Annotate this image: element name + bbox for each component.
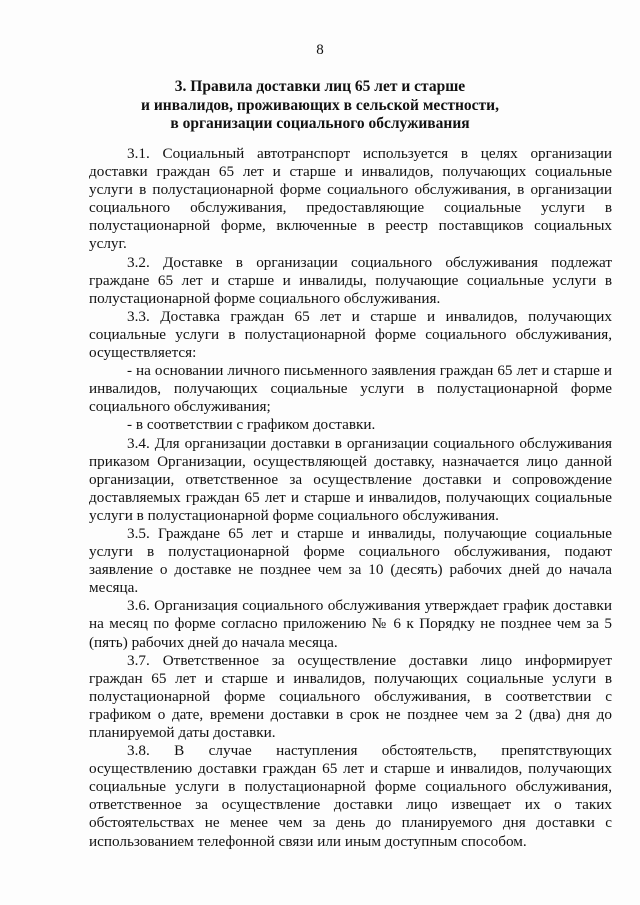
paragraph-3-7: 3.7. Ответственное за осуществление доставки лицо информирует граждан 65 лет и старше и инвалидов, получающих социальные услуги в полустационарной форме социального обслуживания, в соответствии с графиком о дате, времени доставки в срок не позднее чем за 2 (два) дня до планируемой даты доставки. <box>89 651 612 741</box>
section-heading <box>60 78 580 134</box>
paragraph-3-2: 3.2. Доставке в организации социального обслуживания подлежат граждане 65 лет и старше и инвалиды, получающие социальные услуги в полустационарной форме социального обслуживания. <box>89 253 612 307</box>
document-body <box>89 145 612 851</box>
list-item-application: - на основании личного письменного заявления граждан 65 лет и старше и инвалидов, получающих социальные услуги в полустационарной форме социального обслуживания; <box>89 362 612 416</box>
paragraph-3-3: 3.3. Доставка граждан 65 лет и старше и инвалидов, получающих социальные услуги в полустационарной форме социального обслуживания, осуществляется: <box>89 307 612 362</box>
paragraph-3-4: 3.4. Для организации доставки в организации социального обслуживания приказом Организации, осуществляющей доставку, назначается лицо данной организации, ответственное за осуществление доставки и сопровождение доставляемых граждан 65 лет и старше и инвалидов, получающих социальные услуги в полустационарной форме социального обслуживания. <box>89 434 612 524</box>
heading-line-1: 3. Правила доставки лиц 65 лет и старше <box>174 78 466 95</box>
list-item-schedule: - в соответствии с графиком доставки. <box>127 416 376 434</box>
heading-line-3: в организации социального обслуживания <box>170 115 470 132</box>
paragraph-3-8: 3.8. В случае наступления обстоятельств, препятствующих осуществлению доставки граждан 65 лет и старше и инвалидов, получающих социальные услуги в полустационарной форме социального обслуживания, ответственное за осуществление доставки лицо извещает их о таких обстоятельствах не менее чем за день до планируемого дня доставки с использованием телефонной связи или иным доступным способом. <box>89 742 612 850</box>
paragraph-3-1: 3.1. Социальный автотранспорт используется в целях организации доставки граждан 65 лет и старше и инвалидов, получающих социальные услуги в полустационарной форме социального обслуживания, в организации социального обслуживания, предоставляющие социальные услуги в полустационарной форме, включенные в реестр поставщиков социальных услуг. <box>89 145 612 253</box>
page-number: 8 <box>316 42 324 58</box>
paragraph-3-5: 3.5. Граждане 65 лет и старше и инвалиды, получающие социальные услуги в полустационарной форме социального обслуживания, подают заявление о доставке не позднее чем за 10 (десять) рабочих дней до начала месяца. <box>89 524 612 597</box>
paragraph-3-6: 3.6. Организация социального обслуживания утверждает график доставки на месяц по форме согласно приложению № 6 к Порядку не позднее чем за 5 (пять) рабочих дней до начала месяца. <box>89 597 612 651</box>
heading-line-2: и инвалидов, проживающих в сельской местности, <box>141 96 499 114</box>
